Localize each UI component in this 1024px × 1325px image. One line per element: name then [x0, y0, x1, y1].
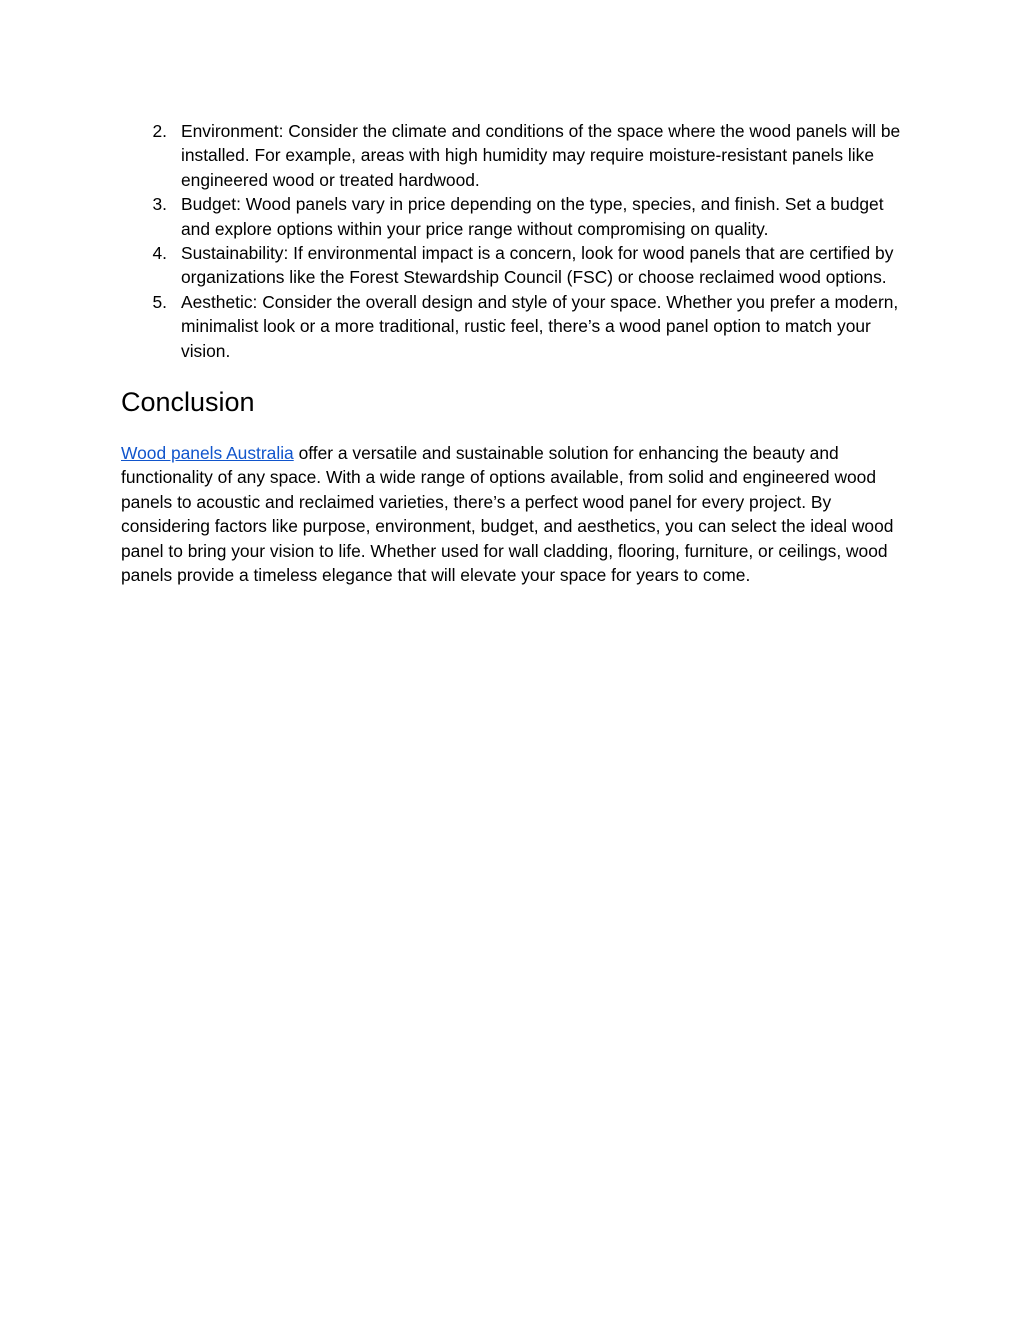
list-item-sustainability: [121, 241, 911, 290]
list-item-text: Environment: Consider the climate and conditions of the space where the wood panels will be installed. For example, areas with high humidity may require moisture-resistant panels like engineered wood or treated hardwood.: [181, 121, 901, 190]
list-item-budget: [121, 192, 911, 241]
considerations-list: [121, 119, 911, 363]
list-item-environment: [121, 119, 911, 192]
conclusion-heading: Conclusion: [121, 387, 255, 418]
document-page: [121, 119, 911, 588]
list-number: 5.: [152, 291, 167, 312]
list-number: 4.: [152, 243, 167, 264]
list-item-text: Budget: Wood panels vary in price depending on the type, species, and finish. Set a budget and explore options within your price range without compromising on quality.: [181, 194, 884, 239]
list-item-aesthetic: [121, 290, 911, 363]
conclusion-body-text: offer a versatile and sustainable solution for enhancing the beauty and functionality of any space. With a wide range of options available, from solid and engineered wood panels to acoustic and reclaimed varieties, there’s a perfect wood panel for every project. By considering factors like purpose, environment, budget, and aesthetics, you can select the ideal wood panel to bring your vision to life. Whether used for wall cladding, flooring, furniture, or ceilings, wood panels provide a timeless elegance that will elevate your space for years to come.: [121, 443, 894, 586]
list-number: 2.: [152, 121, 167, 141]
list-item-text: Aesthetic: Consider the overall design and style of your space. Whether you prefer a modern, minimalist look or a more traditional, rustic feel, there’s a wood panel option to match your vision.: [181, 291, 899, 361]
list-number: 3.: [152, 194, 167, 215]
list-item-text: Sustainability: If environmental impact is a concern, look for wood panels that are certified by organizations like the Forest Stewardship Council (FSC) or choose reclaimed wood options.: [181, 243, 894, 288]
conclusion-paragraph: [121, 441, 911, 587]
wood-panels-australia-link[interactable]: Wood panels Australia: [121, 443, 294, 464]
